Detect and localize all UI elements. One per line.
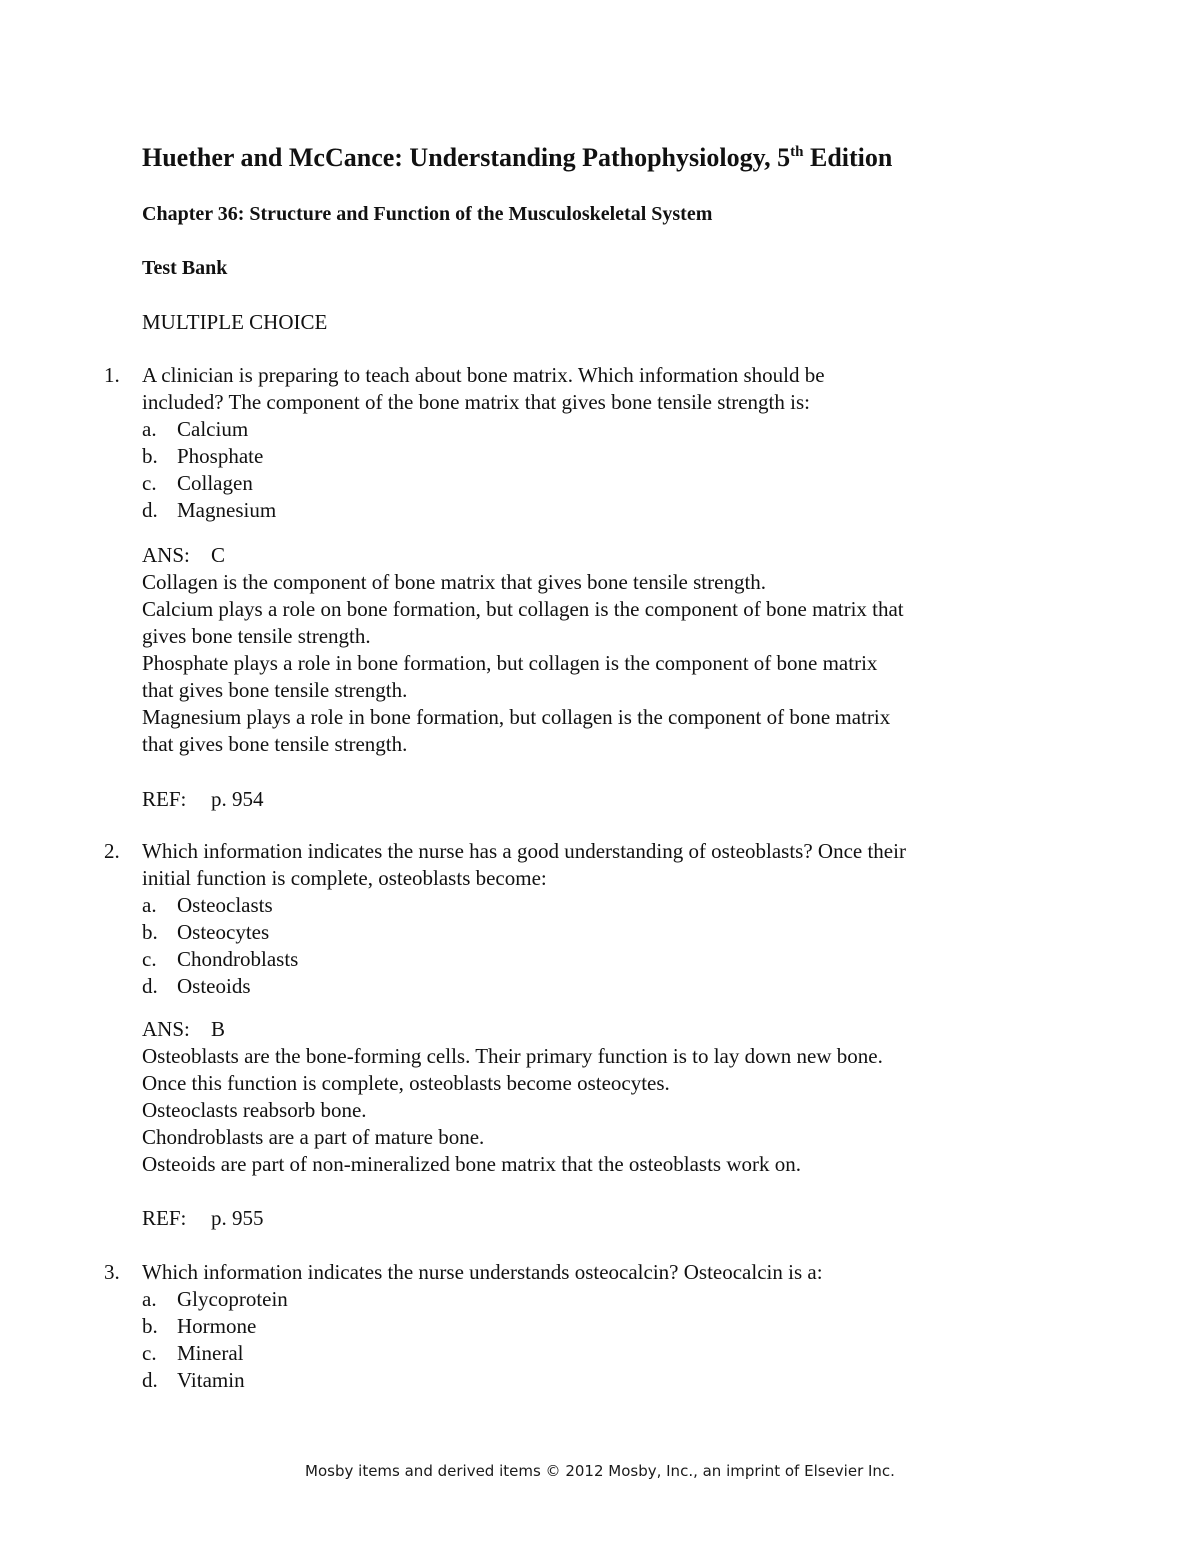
- option-text: Magnesium: [177, 498, 277, 522]
- rationale-line: Magnesium plays a role in bone formation, but collagen is the component of bone matrix: [142, 705, 891, 729]
- option-letter: d.: [142, 498, 158, 522]
- option-letter: c.: [142, 1341, 157, 1365]
- option-letter: d.: [142, 974, 158, 998]
- reference: [142, 786, 264, 813]
- rationale: [142, 569, 904, 758]
- copyright-footer: Mosby items and derived items © 2012 Mosby, Inc., an imprint of Elsevier Inc.: [305, 1462, 895, 1480]
- rationale-line: Osteoids are part of non-mineralized bone matrix that the osteoblasts work on.: [142, 1152, 801, 1176]
- document-title: [142, 140, 892, 176]
- option-text: Collagen: [177, 471, 253, 495]
- rationale-line: that gives bone tensile strength.: [142, 732, 408, 756]
- ans-value: B: [211, 1017, 226, 1041]
- rationale-line: Collagen is the component of bone matrix that gives bone tensile strength.: [142, 570, 767, 594]
- rationale-line: Osteoclasts reabsorb bone.: [142, 1098, 367, 1122]
- title-main-text: Huether and McCance: Understanding Pathophysiology, 5: [142, 143, 791, 172]
- option-d: [142, 973, 298, 1000]
- option-text: Hormone: [177, 1314, 257, 1338]
- rationale-line: Calcium plays a role on bone formation, but collagen is the component of bone matrix that: [142, 597, 904, 621]
- rationale-line: Once this function is complete, osteoblasts become osteocytes.: [142, 1071, 670, 1095]
- stem-line: Which information indicates the nurse understands osteocalcin? Osteocalcin is a:: [142, 1260, 823, 1284]
- option-c: [142, 470, 276, 497]
- stem-line: A clinician is preparing to teach about bone matrix. Which information should be: [142, 363, 825, 387]
- option-b: [142, 919, 298, 946]
- answer-options: [142, 892, 298, 1000]
- option-letter: b.: [142, 444, 158, 468]
- option-d: [142, 497, 276, 524]
- rationale-line: Osteoblasts are the bone-forming cells. Their primary function is to lay down new bone.: [142, 1044, 883, 1068]
- answer-key: [142, 1016, 225, 1043]
- rationale-line: Chondroblasts are a part of mature bone.: [142, 1125, 485, 1149]
- option-b: [142, 443, 276, 470]
- ref-label: REF:: [142, 787, 187, 811]
- option-letter: b.: [142, 1314, 158, 1338]
- question-number: 1.: [104, 363, 120, 387]
- title-tail-text: Edition: [803, 143, 893, 172]
- option-a: [142, 1286, 288, 1313]
- answer-options: [142, 416, 276, 524]
- option-c: [142, 1340, 288, 1367]
- section-heading: MULTIPLE CHOICE: [142, 310, 328, 334]
- question-number: 2.: [104, 839, 120, 863]
- test-bank-heading: Test Bank: [142, 257, 228, 279]
- reference: [142, 1205, 264, 1232]
- option-letter: a.: [142, 417, 157, 441]
- question-number: 3.: [104, 1260, 120, 1284]
- question-stem: [142, 362, 1022, 416]
- option-a: [142, 892, 298, 919]
- option-letter: c.: [142, 471, 157, 495]
- ref-value: p. 954: [211, 787, 264, 811]
- stem-line: initial function is complete, osteoblasts become:: [142, 866, 547, 890]
- ans-label: ANS:: [142, 543, 190, 567]
- option-d: [142, 1367, 288, 1394]
- chapter-heading: Chapter 36: Structure and Function of the Musculoskeletal System: [142, 203, 713, 225]
- option-text: Mineral: [177, 1341, 244, 1365]
- option-letter: a.: [142, 893, 157, 917]
- stem-line: Which information indicates the nurse has a good understanding of osteoblasts? Once their: [142, 839, 906, 863]
- ref-label: REF:: [142, 1206, 187, 1230]
- title-superscript: th: [790, 144, 804, 160]
- option-letter: c.: [142, 947, 157, 971]
- rationale-line: that gives bone tensile strength.: [142, 678, 408, 702]
- option-letter: d.: [142, 1368, 158, 1392]
- option-text: Chondroblasts: [177, 947, 299, 971]
- option-b: [142, 1313, 288, 1340]
- option-text: Osteocytes: [177, 920, 270, 944]
- option-letter: a.: [142, 1287, 157, 1311]
- option-c: [142, 946, 298, 973]
- option-text: Osteoids: [177, 974, 251, 998]
- rationale-line: Phosphate plays a role in bone formation, but collagen is the component of bone matrix: [142, 651, 878, 675]
- answer-key: [142, 542, 225, 569]
- ans-label: ANS:: [142, 1017, 190, 1041]
- option-a: [142, 416, 276, 443]
- question-stem: [142, 838, 1022, 892]
- option-text: Phosphate: [177, 444, 264, 468]
- rationale-line: gives bone tensile strength.: [142, 624, 371, 648]
- option-text: Osteoclasts: [177, 893, 273, 917]
- question-stem: [142, 1259, 1022, 1286]
- ref-value: p. 955: [211, 1206, 264, 1230]
- option-text: Vitamin: [177, 1368, 245, 1392]
- rationale: [142, 1043, 883, 1178]
- answer-options: [142, 1286, 288, 1394]
- ans-value: C: [211, 543, 226, 567]
- option-text: Calcium: [177, 417, 249, 441]
- stem-line: included? The component of the bone matrix that gives bone tensile strength is:: [142, 390, 810, 414]
- option-letter: b.: [142, 920, 158, 944]
- option-text: Glycoprotein: [177, 1287, 288, 1311]
